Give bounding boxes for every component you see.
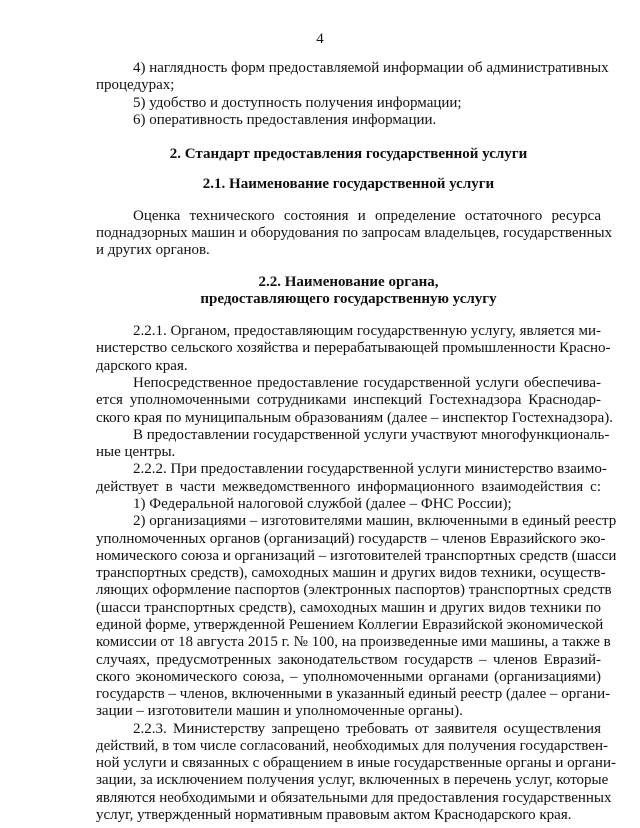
text-line: зации – изготовители машин и уполномоченные органы). [96,703,463,720]
text-line: нистерство сельского хозяйства и перерабатывающей промышленности Красно- [96,340,611,357]
text-line: зации, за исключением получения услуг, включенных в перечень услуг, которые [96,772,609,789]
text-line: государств – членов, включенными в указанный единый реестр (далее – органи- [96,686,611,702]
text-line: дарского края. [96,357,188,374]
text-line: ляющих оформление паспортов (электронных паспортов) транспортных средств [96,582,612,599]
text-line: 5) удобство и доступность получения информации; [133,94,462,111]
text-line: комиссии от 18 августа 2015 г. № 100, на произведенные ими машины, а также в [96,634,611,651]
text-line: действует в части межведомственного информационного взаимодействия с: [96,478,601,495]
text-line: 2.2.1. Органом, предоставляющим государственную услугу, является ми- [133,323,601,340]
subsection-heading: 2.2. Наименование органа, [258,274,439,291]
text-line: Оценка технического состояния и определение остаточного ресурса [133,207,601,224]
section-heading: 2. Стандарт предоставления государственной услуги [169,145,528,162]
subsection-heading: предоставляющего государственную услугу [200,291,497,308]
text-line: единой форме, утвержденной Решением Коллегии Евразийской экономической [96,616,604,633]
text-line: случаях, предусмотренных законодательством государств – членов Евразий- [96,651,601,668]
text-line: ные центры. [96,444,176,461]
text-line: номического союза и организаций – изготовителей транспортных средств (шасси [96,547,617,564]
text-line: процедурах; [96,77,175,94]
text-line: ского экономического союза, – уполномоченными органами (организациями) [96,668,601,685]
text-line: ется уполномоченными сотрудниками инспекций Гостехнадзора Краснодар- [96,392,601,409]
text-line: ского края по муниципальным образованиям (далее – инспектор Гостехнадзора). [96,409,613,426]
text-line: В предоставлении государственной услуги участвуют многофункциональ- [133,426,610,443]
page-number: 4 [316,31,324,47]
text-line: поднадзорных машин и оборудования по запросам владельцев, государственных [96,225,613,242]
text-line: ной услуги и связанных с обращением в иные государственные органы и органи- [96,755,616,772]
subsection-heading: 2.1. Наименование государственной услуги [202,176,495,193]
text-line: транспортных средств), самоходных машин и других видов техники, осуществ- [96,565,606,581]
text-line: 1) Федеральной налоговой службой (далее – ФНС России); [133,495,512,512]
text-line: 2) организациями – изготовителями машин, включенными в единый реестр [133,513,617,530]
text-line: (шасси транспортных средств), самоходных машин и других видов техники по [96,599,601,616]
text-line: 2.2.2. При предоставлении государственной услуги министерство взаимо- [133,461,607,478]
text-line: 2.2.3. Министерству запрещено требовать от заявителя осуществления [133,720,601,737]
text-line: и других органов. [96,242,210,259]
text-line: Непосредственное предоставление государственной услуги обеспечива- [133,374,601,391]
text-line: являются необходимыми и обязательными для предоставления государственных [96,789,612,806]
text-line: уполномоченных органов (организаций) государств – членов Евразийского эко- [96,530,606,547]
text-line: 6) оперативность предоставления информации. [133,111,437,128]
text-line: услуг, утвержденный нормативным правовым актом Краснодарского края. [96,807,572,823]
text-line: 4) наглядность форм предоставляемой информации об административных [133,60,609,76]
text-line: действий, в том числе согласований, необходимых для получения государствен- [96,737,608,754]
